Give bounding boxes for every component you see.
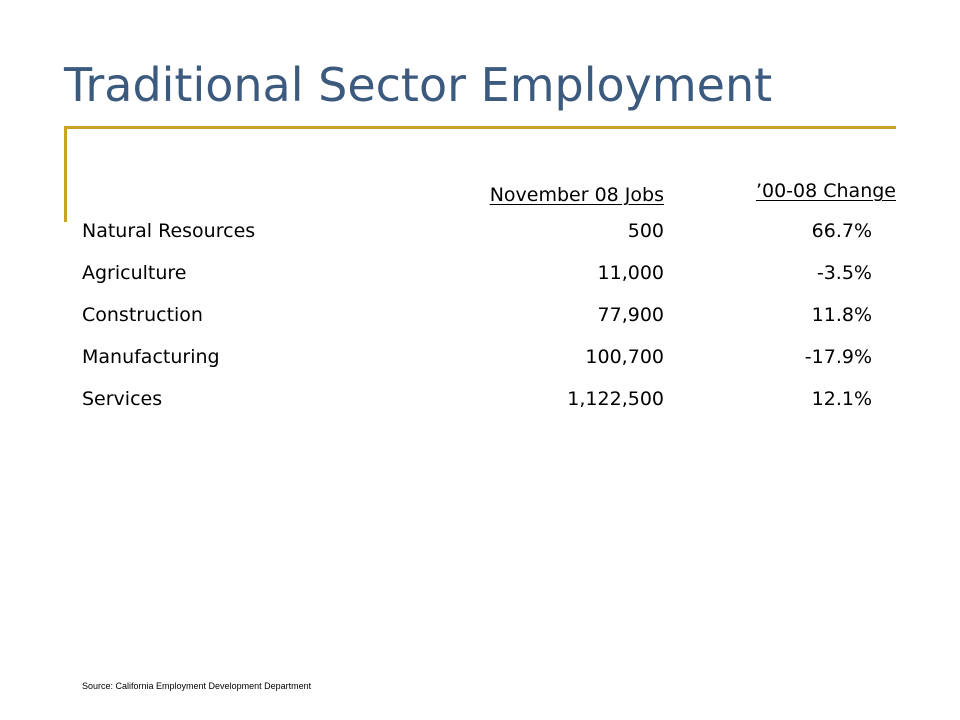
source-footnote: Source: California Employment Development Department	[82, 681, 312, 691]
change-column-header: ’00-08 Change	[755, 180, 896, 202]
sector-label: Natural Resources	[82, 220, 256, 242]
jobs-value: 77,900	[597, 304, 664, 326]
table-row	[82, 304, 882, 334]
change-value: 12.1%	[811, 388, 872, 410]
jobs-value: 500	[627, 220, 664, 242]
table-row	[82, 388, 882, 418]
jobs-column-header: November 08 Jobs	[489, 184, 664, 206]
change-value: 66.7%	[811, 220, 872, 242]
sector-label: Services	[82, 388, 163, 410]
table-row	[82, 346, 882, 376]
jobs-value: 100,700	[585, 346, 664, 368]
table-row	[82, 220, 882, 250]
title-side-rule	[64, 126, 67, 222]
change-value: 11.8%	[811, 304, 872, 326]
sector-label: Agriculture	[82, 262, 187, 284]
jobs-value: 11,000	[597, 262, 664, 284]
slide-title: Traditional Sector Employment	[64, 58, 773, 112]
sector-label: Manufacturing	[82, 346, 220, 368]
table-row	[82, 262, 882, 292]
jobs-value: 1,122,500	[567, 388, 664, 410]
title-underline-rule	[64, 126, 896, 129]
change-value: -17.9%	[804, 346, 872, 368]
change-value: -3.5%	[816, 262, 872, 284]
sector-label: Construction	[82, 304, 203, 326]
